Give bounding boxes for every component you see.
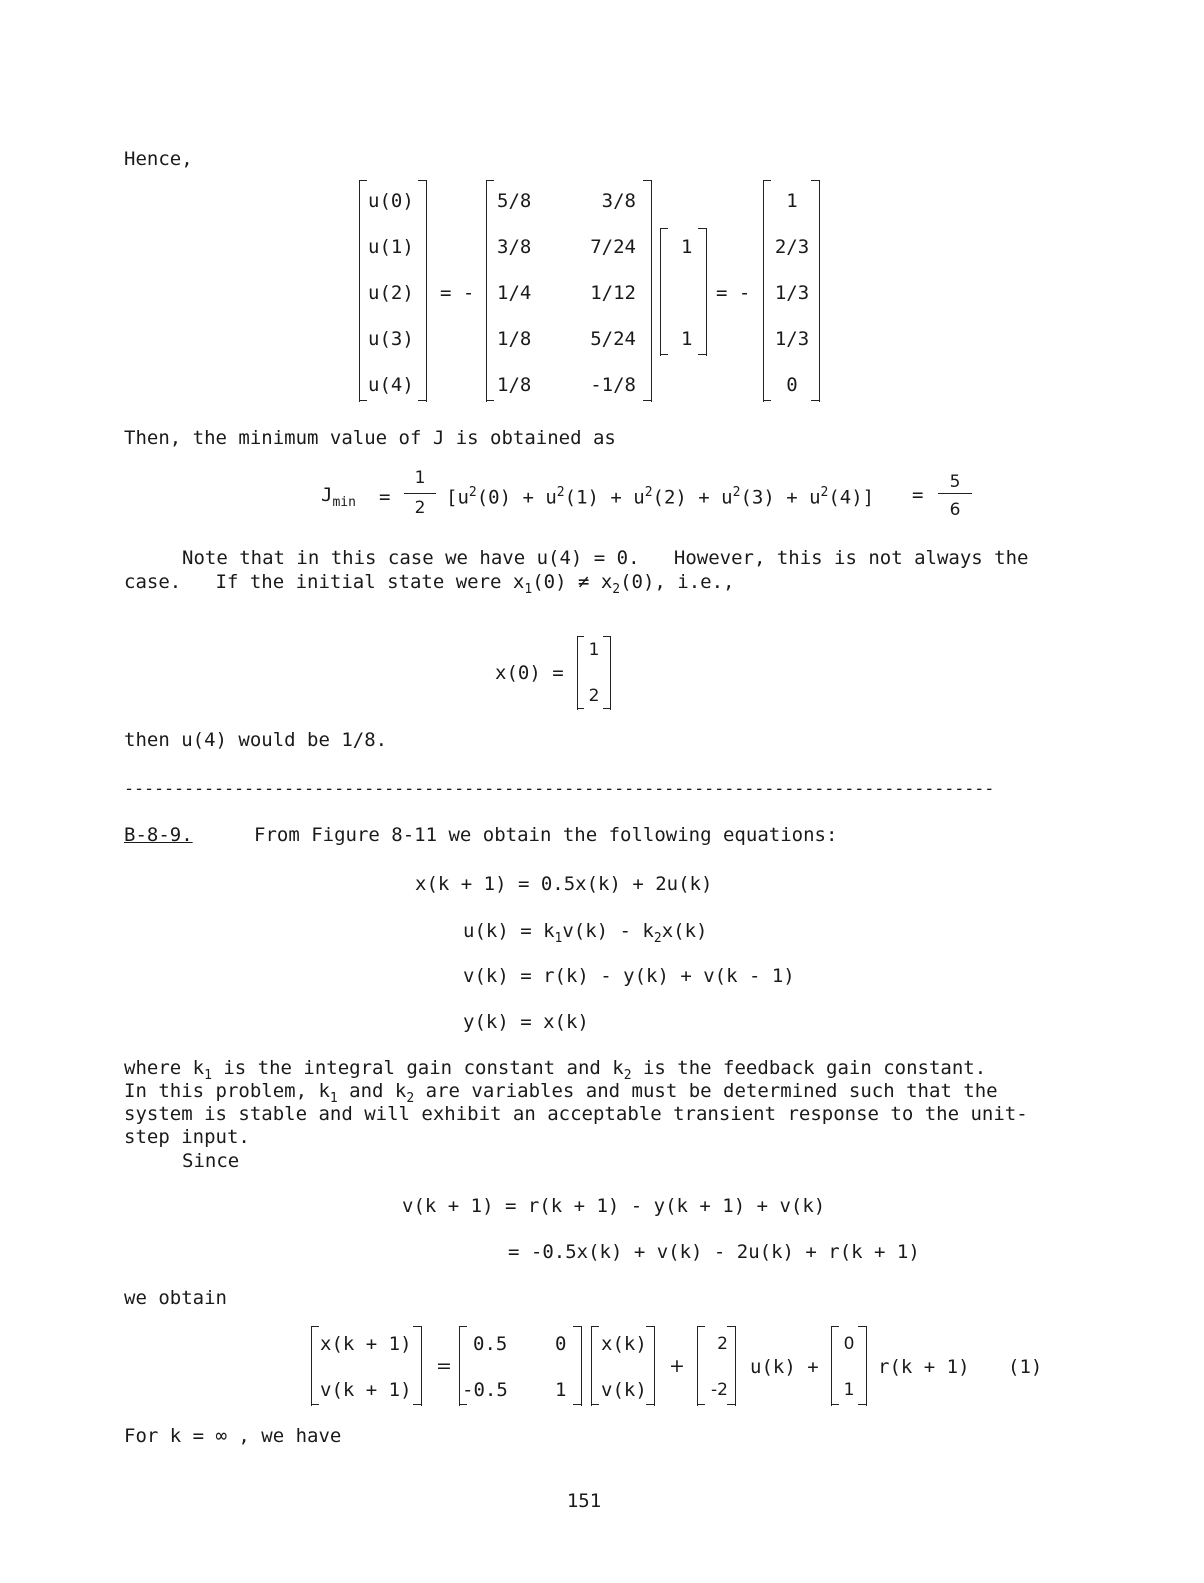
sum-term: (4)] xyxy=(828,486,875,509)
coef-entry: 7/24 xyxy=(590,236,636,258)
square-exponent: 2 xyxy=(556,485,565,500)
initial-state-entry: 1 xyxy=(681,236,693,258)
sum-term: (3) + u xyxy=(740,486,821,509)
a-matrix-entry: -0.5 xyxy=(462,1379,508,1401)
sum-term: [u xyxy=(446,486,469,509)
frac-denominator: 6 xyxy=(949,500,961,520)
u-vector-entry: u(0) xyxy=(368,190,414,212)
result-entry: 1 xyxy=(786,190,798,212)
note-line: Note that in this case we have u(4) = 0. However, this is not always the xyxy=(182,547,1029,569)
jmin-equals: = xyxy=(379,486,391,508)
sum-term: (2) + u xyxy=(652,486,733,509)
equation-line: $u(k) = k_1v(k) - k_2x(k)$ xyxy=(463,920,708,946)
a-matrix-entry: 0.5 xyxy=(473,1333,508,1355)
u-vector-entry: u(3) xyxy=(368,328,414,350)
c-vector-entry: 1 xyxy=(843,1380,855,1400)
input-term: u(k) + xyxy=(750,1356,819,1378)
u-vector-entry: u(1) xyxy=(368,236,414,258)
result-entry: 2/3 xyxy=(774,236,810,258)
paragraph-line: step input. xyxy=(124,1126,250,1148)
sum-term: (0) + u xyxy=(476,486,557,509)
coef-entry: -1/8 xyxy=(590,374,636,396)
problem-label: B-8-9. xyxy=(124,824,193,846)
we-obtain-text: we obtain xyxy=(124,1287,227,1309)
problem-intro: From Figure 8-11 we obtain the following equations: xyxy=(254,824,838,846)
reference-term: r(k + 1) xyxy=(878,1356,970,1378)
b-vector-entry: 2 xyxy=(717,1334,728,1354)
u-vector-entry: u(2) xyxy=(368,282,414,304)
v-equation-line: v(k + 1) = r(k + 1) - y(k + 1) + v(k) xyxy=(402,1195,826,1217)
b-vector-entry: -2 xyxy=(711,1380,728,1400)
result-entry: 1/3 xyxy=(774,282,810,304)
x0-entry: 2 xyxy=(588,686,600,706)
frac-numerator: 1 xyxy=(414,468,426,488)
square-exponent: 2 xyxy=(468,485,477,500)
x0-label: x(0) = xyxy=(495,662,564,684)
c-vector-entry: 0 xyxy=(843,1334,855,1354)
a-matrix-entry: 0 xyxy=(555,1333,567,1355)
jmin-equals: = xyxy=(912,484,924,506)
coef-entry: 5/8 xyxy=(497,190,532,212)
lhs-entry: v(k + 1) xyxy=(320,1379,412,1401)
then-text: Then, the minimum value of J is obtained as xyxy=(124,427,616,449)
plus-sign: + xyxy=(669,1355,685,1377)
result-entry: 0 xyxy=(786,374,798,396)
equals-minus-sign: = - xyxy=(440,282,475,304)
equation-line: v(k) = r(k) - y(k) + v(k - 1) xyxy=(463,965,795,987)
equation-line: x(k + 1) = 0.5x(k) + 2u(k) xyxy=(415,873,713,895)
jmin-subscript: min xyxy=(332,494,356,510)
result-entry: 1/3 xyxy=(774,328,810,350)
note-line: case. If the initial state were $x_1(0) \ne x_2(0)$, i.e., xyxy=(124,571,735,597)
equals-minus-sign: = - xyxy=(716,282,751,304)
equals-sign: = xyxy=(436,1355,452,1377)
frac-denominator: 2 xyxy=(414,498,426,518)
paragraph-line: Since xyxy=(182,1150,240,1172)
then-u4-text: then u(4) would be 1/8. xyxy=(124,729,388,751)
coef-entry: 3/8 xyxy=(601,190,636,212)
state-vector-entry: x(k) xyxy=(601,1333,647,1355)
initial-state-entry: 1 xyxy=(681,328,693,350)
coef-entry: 1/4 xyxy=(497,282,532,304)
equation-number: (1) xyxy=(1008,1356,1043,1378)
sum-term: (1) + u xyxy=(564,486,645,509)
coef-entry: 3/8 xyxy=(497,236,532,258)
square-exponent: 2 xyxy=(732,485,741,500)
square-exponent: 2 xyxy=(644,485,653,500)
state-vector-entry: v(k) xyxy=(601,1379,647,1401)
v-equation-line: = -0.5x(k) + v(k) - 2u(k) + r(k + 1) xyxy=(508,1241,920,1263)
jmin-symbol: J xyxy=(321,484,333,506)
frac-numerator: 5 xyxy=(949,472,961,492)
for-k-text: For k = ∞ , we have xyxy=(124,1425,342,1447)
page-number: 151 xyxy=(566,1490,602,1512)
x0-entry: 1 xyxy=(588,640,600,660)
square-exponent: 2 xyxy=(820,485,829,500)
coef-entry: 1/8 xyxy=(497,328,532,350)
section-separator: --------------------------------------------------------------------------------------- xyxy=(124,778,995,798)
hence-text: Hence, xyxy=(124,148,193,170)
equation-line: y(k) = x(k) xyxy=(463,1011,589,1033)
coef-entry: 5/24 xyxy=(590,328,636,350)
coef-entry: 1/8 xyxy=(497,374,532,396)
u-vector-entry: u(4) xyxy=(368,374,414,396)
paragraph-line: system is stable and will exhibit an acceptable transient response to the unit- xyxy=(124,1103,1028,1125)
coef-entry: 1/12 xyxy=(590,282,636,304)
a-matrix-entry: 1 xyxy=(555,1379,567,1401)
lhs-entry: x(k + 1) xyxy=(320,1333,412,1355)
